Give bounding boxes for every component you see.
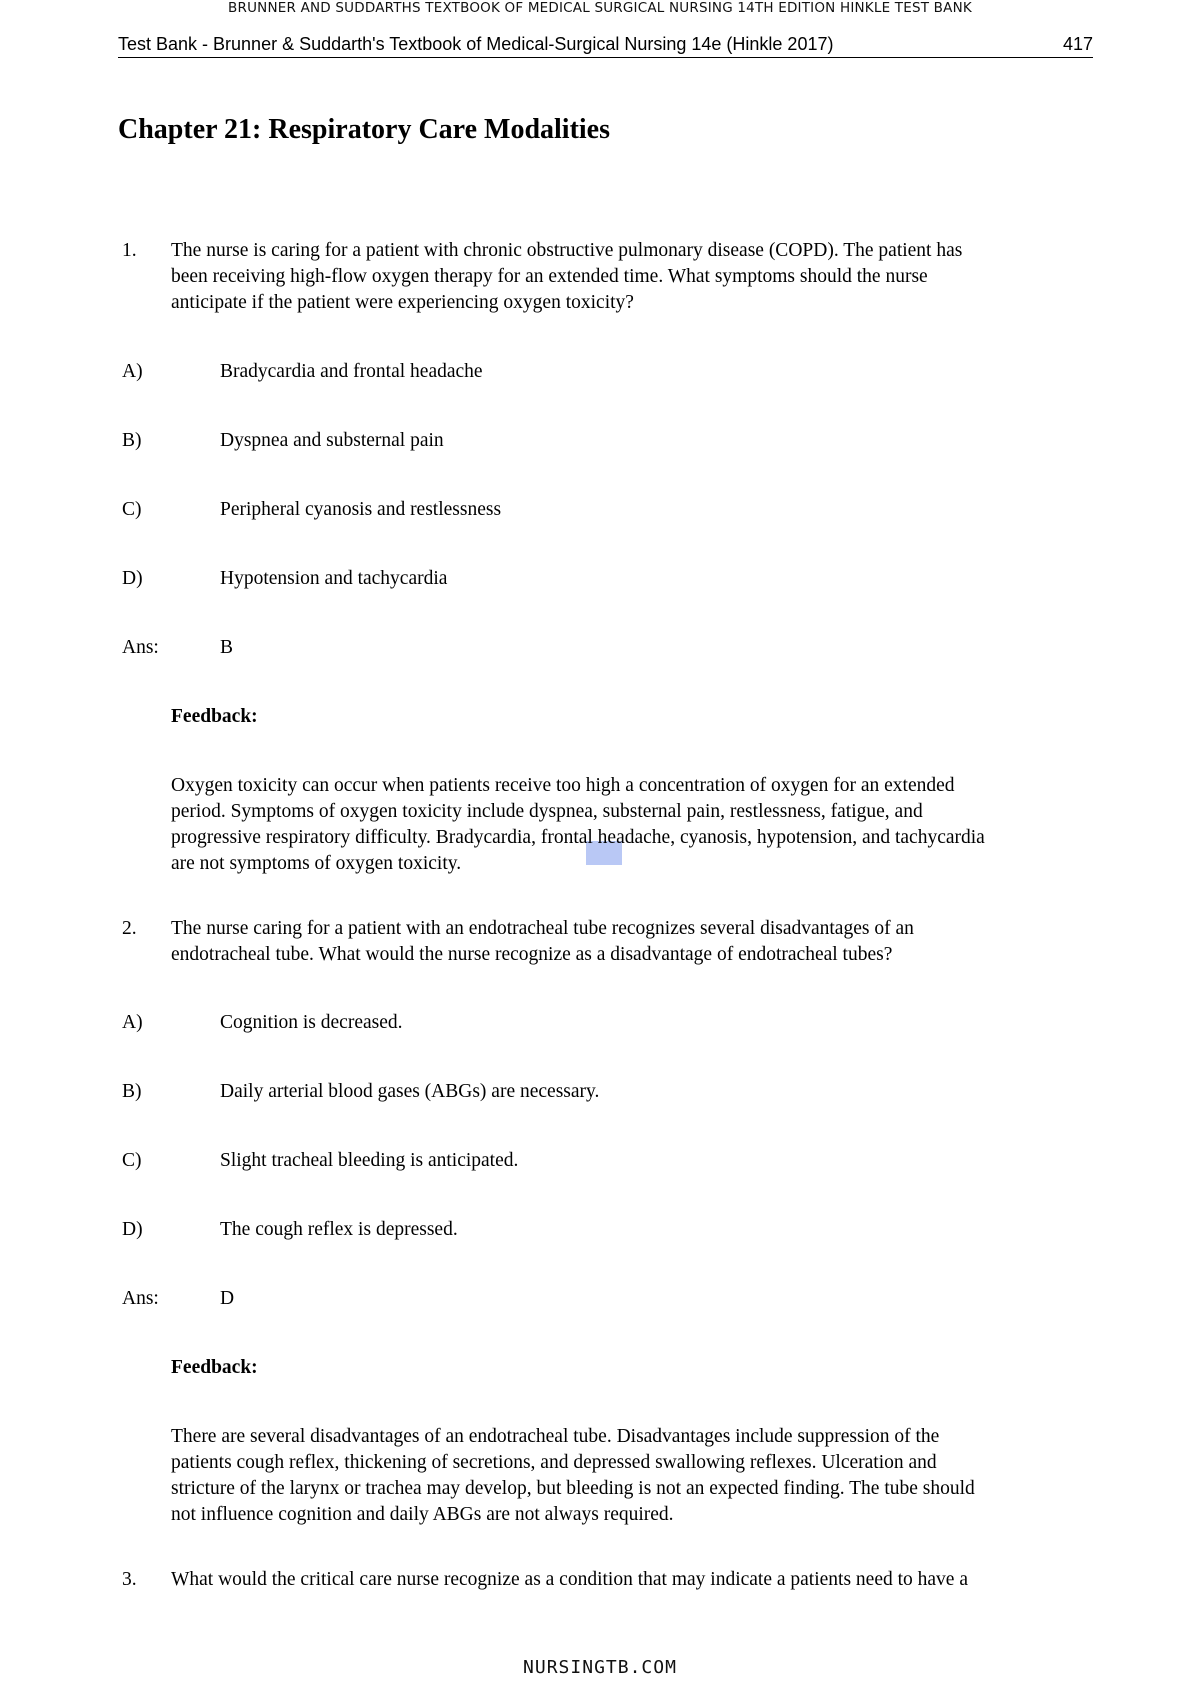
option-text: Daily arterial blood gases (ABGs) are necessary. xyxy=(220,1081,600,1102)
answer-label: Ans: xyxy=(122,1288,159,1309)
feedback-text-line: not influence cognition and daily ABGs are not always required. xyxy=(171,1504,674,1525)
feedback-text-line: There are several disadvantages of an endotracheal tube. Disadvantages include suppression of the xyxy=(171,1426,940,1447)
question-text-line: been receiving high-flow oxygen therapy for an extended time. What symptoms should the nurse xyxy=(171,266,928,287)
option-label: C) xyxy=(122,1150,142,1171)
question-text-line: The nurse caring for a patient with an endotracheal tube recognizes several disadvantages of an xyxy=(171,918,914,939)
feedback-text-line: patients cough reflex, thickening of secretions, and depressed swallowing reflexes. Ulceration and xyxy=(171,1452,937,1473)
feedback-text-line: progressive respiratory difficulty. Bradycardia, frontal headache, cyanosis, hypotension, and tachycardia xyxy=(171,827,985,848)
question-text-line: What would the critical care nurse recognize as a condition that may indicate a patients need to have a xyxy=(171,1569,968,1590)
page-number: 417 xyxy=(1062,34,1093,54)
question-text-line: The nurse is caring for a patient with chronic obstructive pulmonary disease (COPD). The patient has xyxy=(171,240,963,261)
feedback-text-line: stricture of the larynx or trachea may develop, but bleeding is not an expected finding. The tube should xyxy=(171,1478,975,1499)
option-text: Hypotension and tachycardia xyxy=(220,568,448,589)
watermark-text: BRUNNER AND SUDDARTHS TEXTBOOK OF MEDICAL SURGICAL NURSING 14TH EDITION HINKLE TEST BANK xyxy=(228,0,972,16)
option-text: The cough reflex is depressed. xyxy=(220,1219,458,1240)
feedback-heading: Feedback: xyxy=(171,1357,258,1378)
option-label: A) xyxy=(122,1012,143,1033)
option-label: D) xyxy=(122,568,143,589)
option-text: Slight tracheal bleeding is anticipated. xyxy=(220,1150,519,1171)
feedback-text-line: Oxygen toxicity can occur when patients receive too high a concentration of oxygen for an extended xyxy=(171,775,955,796)
answer-value: D xyxy=(220,1288,235,1309)
option-label: A) xyxy=(122,361,143,382)
option-text: Bradycardia and frontal headache xyxy=(220,361,483,382)
feedback-text-line: are not symptoms of oxygen toxicity. xyxy=(171,853,462,874)
question-number: 2. xyxy=(122,918,137,939)
option-text: Dyspnea and substernal pain xyxy=(220,430,444,451)
option-label: D) xyxy=(122,1219,143,1240)
answer-label: Ans: xyxy=(122,637,159,658)
feedback-heading: Feedback: xyxy=(171,706,258,727)
footer-watermark: NURSINGTB.COM xyxy=(523,1657,677,1678)
answer-value: B xyxy=(220,637,234,658)
question-text-line: endotracheal tube. What would the nurse recognize as a disadvantage of endotracheal tubes? xyxy=(171,944,893,965)
option-text: Cognition is decreased. xyxy=(220,1012,403,1033)
running-header xyxy=(118,34,1093,58)
question-text-line: anticipate if the patient were experiencing oxygen toxicity? xyxy=(171,292,634,313)
option-label: C) xyxy=(122,499,142,520)
question-number: 1. xyxy=(122,240,137,261)
chapter-title: Chapter 21: Respiratory Care Modalities xyxy=(118,114,610,145)
question-number: 3. xyxy=(122,1569,137,1590)
option-label: B) xyxy=(122,430,142,451)
feedback-text-line: period. Symptoms of oxygen toxicity include dyspnea, substernal pain, restlessness, fatigue, and xyxy=(171,801,923,822)
option-text: Peripheral cyanosis and restlessness xyxy=(220,499,502,520)
option-label: B) xyxy=(122,1081,142,1102)
header-title: Test Bank - Brunner & Suddarth's Textbook of Medical-Surgical Nursing 14e (Hinkle 2017) xyxy=(118,34,834,54)
